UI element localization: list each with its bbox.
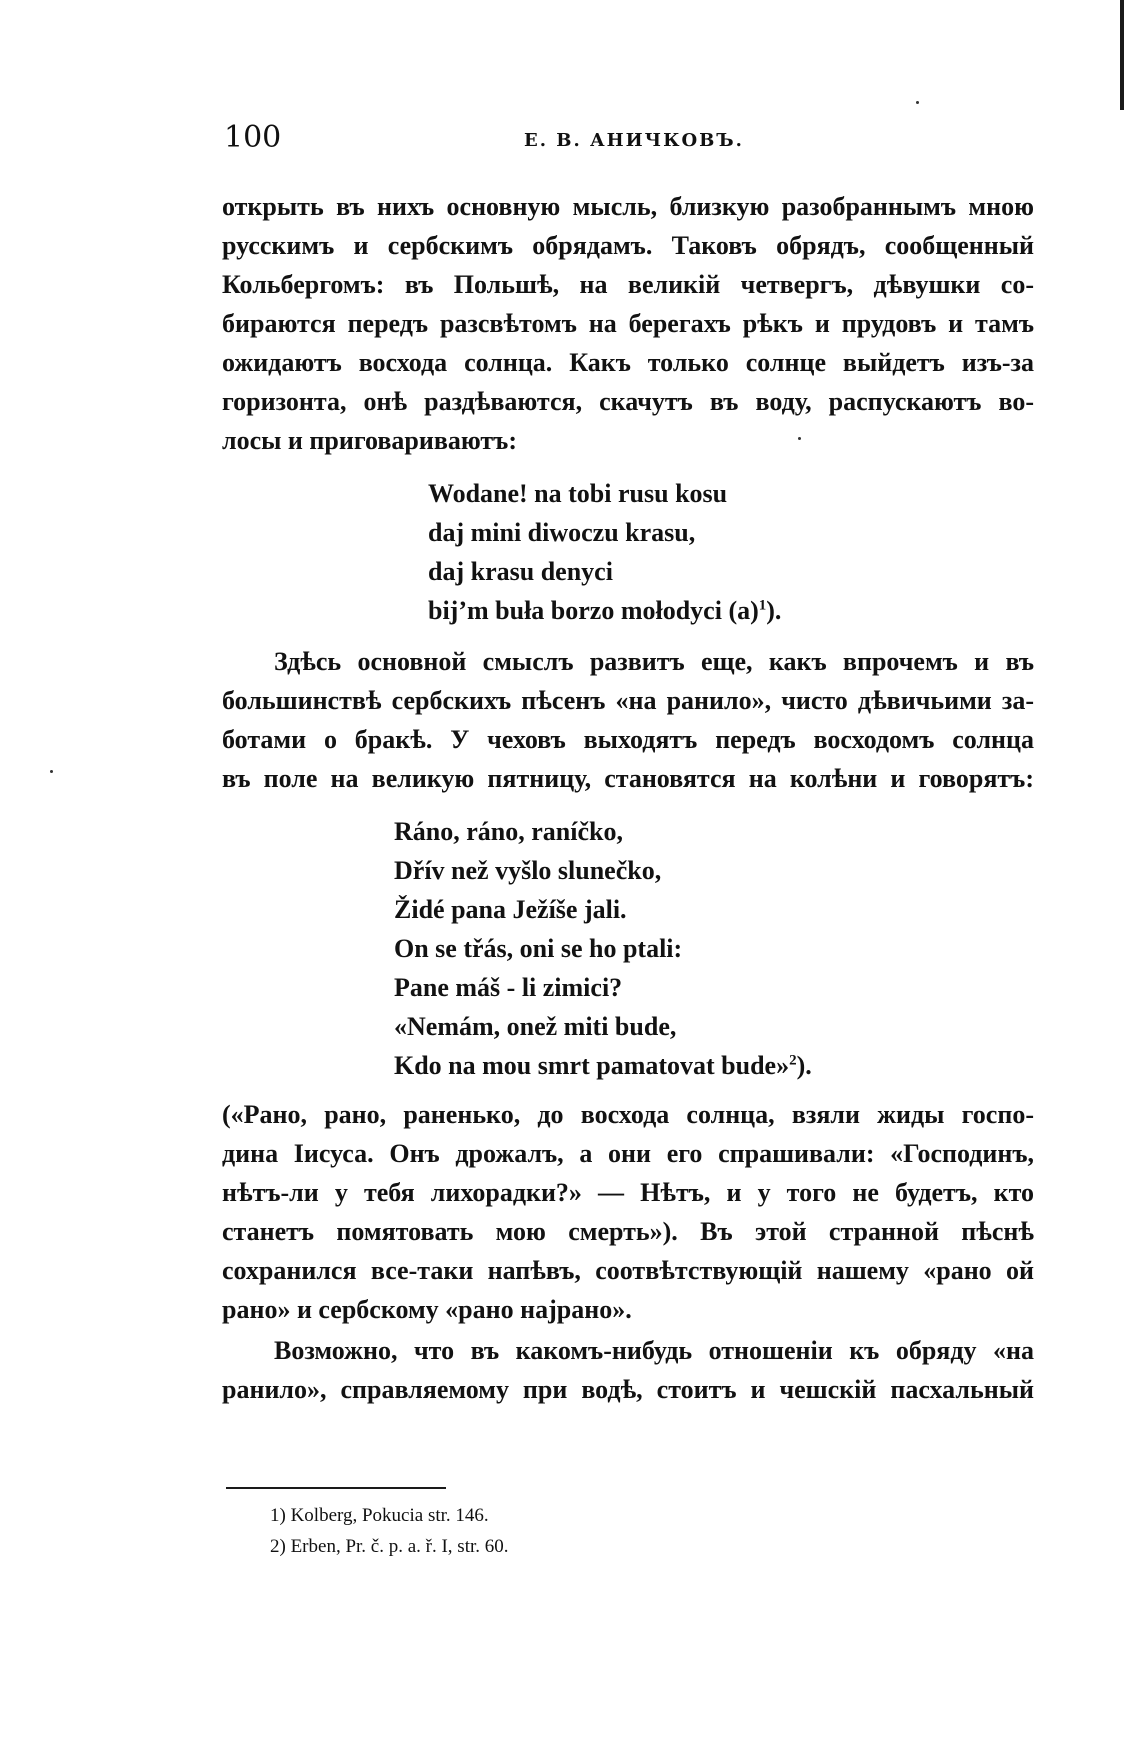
footnote-1: 1) Kolberg, Pokucia str. 146. xyxy=(270,1505,489,1526)
verse-text: bij’m buła borzo mołodyci (a) xyxy=(428,596,759,625)
verse-line: daj mini diwoczu krasu, xyxy=(428,518,696,547)
text-line: ожидаютъ восхода солнца. Какъ только солнце выйдетъ изъ-за xyxy=(222,348,1034,377)
page-header xyxy=(224,120,1034,160)
page-number: 100 xyxy=(224,120,282,155)
page-edge-line xyxy=(1120,0,1124,110)
verse-line: daj krasu denyci xyxy=(428,557,613,586)
text-line: сохранился все-таки напѣвъ, соотвѣтствующій нашему «рано ой xyxy=(222,1256,1034,1285)
verse-line: Ráno, ráno, raníčko, xyxy=(394,817,623,846)
verse-line: Židé pana Ježíše jali. xyxy=(394,895,627,924)
verse-czech xyxy=(394,812,812,1085)
text-line: нѣтъ-ли у тебя лихорадки?» — Нѣтъ, и у того не будетъ, кто xyxy=(222,1178,1034,1207)
text-line: лосы и приговариваютъ: xyxy=(222,426,517,455)
print-speck xyxy=(50,770,53,773)
text-line: Кольбергомъ: въ Польшѣ, на великій четвергъ, дѣвушки со- xyxy=(222,270,1034,299)
text-line: большинствѣ сербскихъ пѣсенъ «на ранило», чисто дѣвичьими за- xyxy=(222,686,1034,715)
footnote-separator xyxy=(226,1487,446,1489)
text-line: русскимъ и сербскимъ обрядамъ. Таковъ обрядъ, сообщенный xyxy=(222,231,1034,260)
verse-polish xyxy=(428,474,781,630)
verse-line: Wodane! na tobi rusu kosu xyxy=(428,479,728,508)
footnote-ref-2: 2 xyxy=(789,1052,797,1069)
verse-line: Dřív než vyšlo slunečko, xyxy=(394,856,662,885)
text-line: ботами о бракѣ. У чеховъ выходятъ передъ восходомъ солнца xyxy=(222,725,1034,754)
text-line: ранило», справляемому при водѣ, стоитъ и чешскій пасхальный xyxy=(222,1375,1034,1404)
footnotes xyxy=(270,1500,970,1562)
paragraph-1 xyxy=(222,187,1034,460)
text-line: въ поле на великую пятницу, становятся на колѣни и говорятъ: xyxy=(222,764,1034,793)
text-line: рано» и сербскому «рано најрано». xyxy=(222,1295,632,1324)
text-line: Возможно, что въ какомъ-нибудь отношеніи къ обряду «на xyxy=(274,1336,1034,1365)
text-line: горизонта, онѣ раздѣваются, скачутъ въ воду, распускаютъ во- xyxy=(222,387,1034,416)
paragraph-2 xyxy=(222,642,1034,798)
text-line: («Рано, рано, раненько, до восхода солнца, взяли жиды госпо- xyxy=(222,1100,1034,1129)
text-line: бираются передъ разсвѣтомъ на берегахъ рѣкъ и прудовъ и тамъ xyxy=(222,309,1034,338)
footnote-2: 2) Erben, Pr. č. p. a. ř. I, str. 60. xyxy=(270,1536,509,1557)
text-line: Здѣсь основной смыслъ развитъ еще, какъ впрочемъ и въ xyxy=(274,647,1034,676)
paragraph-3 xyxy=(222,1095,1034,1329)
verse-end: ). xyxy=(766,596,782,625)
text-line: дина Іисуса. Онъ дрожалъ, а они его спрашивали: «Господинъ, xyxy=(222,1139,1034,1168)
print-speck xyxy=(916,101,919,104)
verse-end: ). xyxy=(796,1051,812,1080)
verse-line-last xyxy=(394,1046,812,1085)
verse-line-last xyxy=(428,591,781,630)
verse-line: «Nemám, onež miti bude, xyxy=(394,1012,677,1041)
paragraph-4 xyxy=(222,1331,1034,1409)
footnote-ref-1: 1 xyxy=(758,597,767,614)
verse-line: Pane máš - li zimici? xyxy=(394,973,623,1002)
running-head: Е. В. АНИЧКОВЪ. xyxy=(524,130,744,151)
verse-line: On se třás, oni se ho ptali: xyxy=(394,934,683,963)
text-line: станетъ помятовать мою смерть»). Въ этой странной пѣснѣ xyxy=(222,1217,1034,1246)
text-line: открыть въ нихъ основную мысль, близкую разобраннымъ мною xyxy=(222,192,1034,221)
verse-text: Kdo na mou smrt pamatovat bude» xyxy=(394,1051,790,1080)
